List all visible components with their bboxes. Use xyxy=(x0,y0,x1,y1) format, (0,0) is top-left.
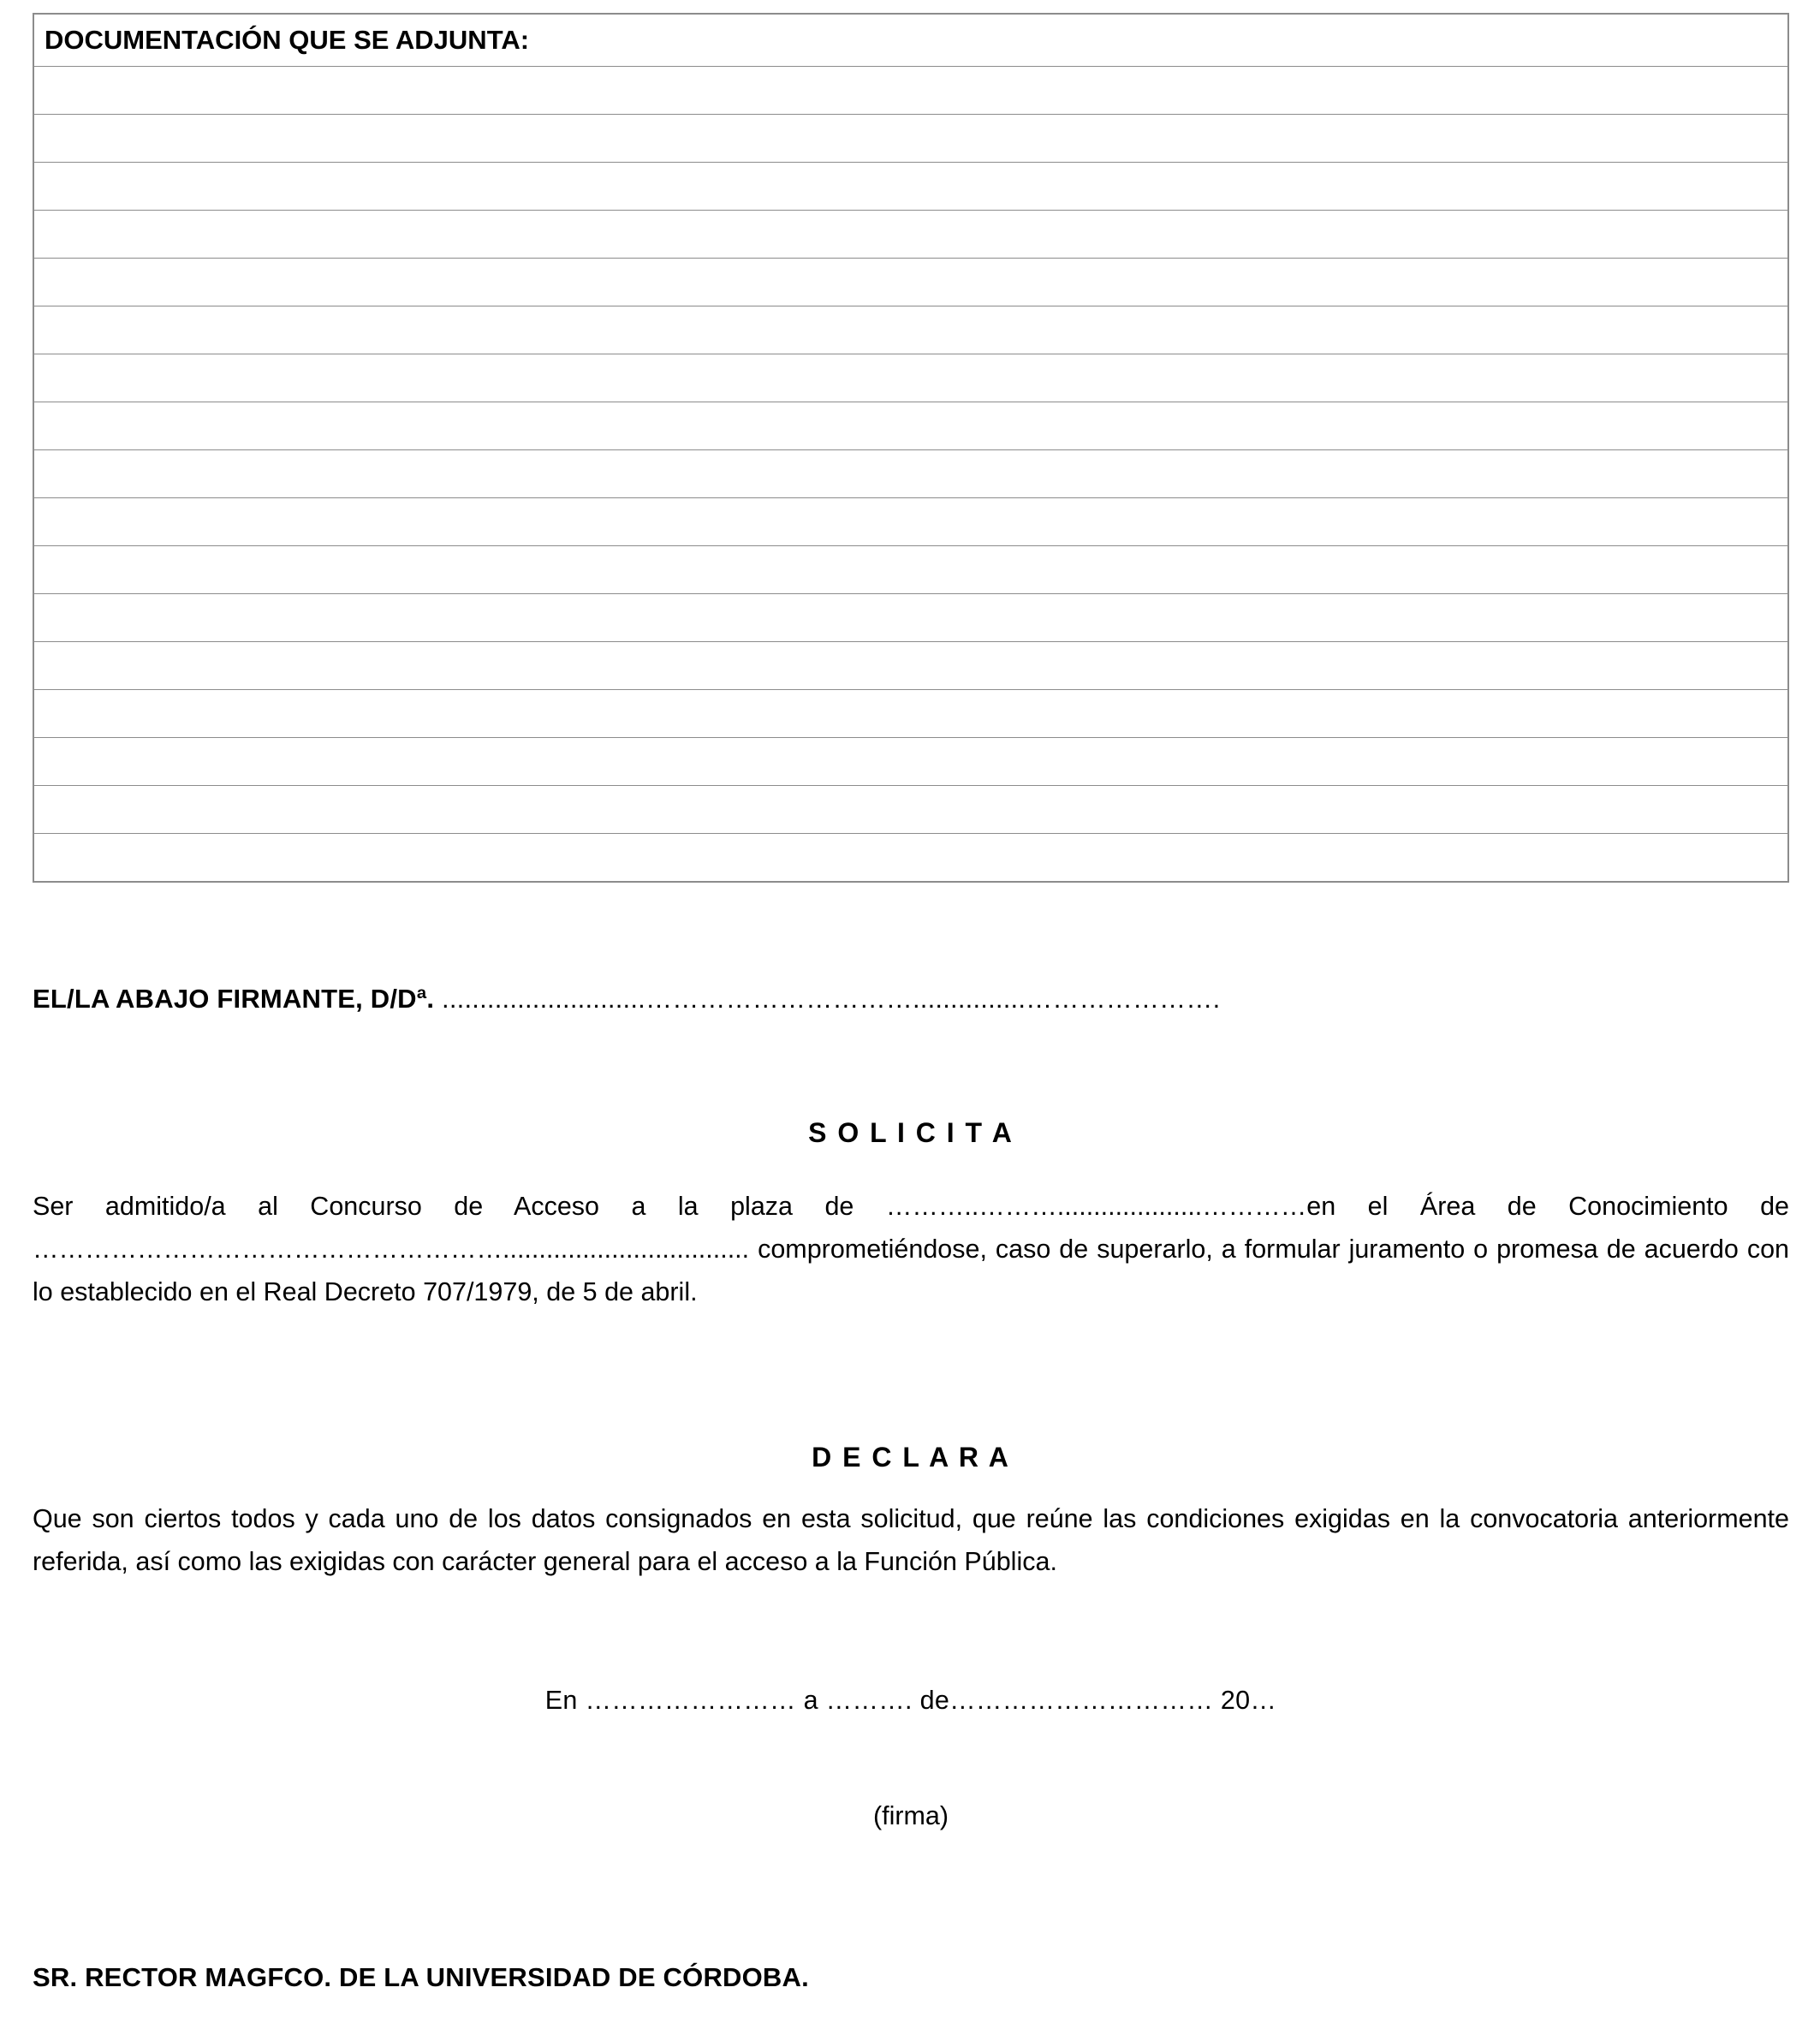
table-row xyxy=(34,162,1787,210)
declara-paragraph: Que son ciertos todos y cada uno de los datos consignados en esta solicitud, que reúne las condiciones exigidas en la convocatoria anteriormente referida, así como las exigidas con carácter general para el acceso a la Función Pública. xyxy=(33,1504,1789,1576)
signer-dotted-line: ...........................…………………………...............…………………. xyxy=(434,984,1221,1014)
table-row xyxy=(34,449,1787,497)
table-row xyxy=(34,641,1787,689)
declara-heading: D E C L A R A xyxy=(812,1442,1010,1473)
table-row xyxy=(34,689,1787,737)
signer-label: EL/LA ABAJO FIRMANTE, D/Dª. xyxy=(33,984,435,1014)
attachments-table-rows xyxy=(34,66,1787,881)
solicita-paragraph: Ser admitido/a al Concurso de Acceso a la plaza de ………..………....................…………en el Área de Conocimiento de ……………………………………………….................................. comprometiéndose, caso de superarlo, a formular juramento o promesa de acuerdo con lo establecido en el Real Decreto 707/1979, de 5 de abril. xyxy=(33,1192,1789,1306)
table-row xyxy=(34,354,1787,402)
addressee-footer: SR. RECTOR MAGFCO. DE LA UNIVERSIDAD DE CÓRDOBA. xyxy=(33,1962,809,1992)
table-row xyxy=(34,114,1787,162)
table-row xyxy=(34,833,1787,881)
table-row xyxy=(34,402,1787,449)
table-row xyxy=(34,497,1787,545)
attachments-table-header: DOCUMENTACIÓN QUE SE ADJUNTA: xyxy=(45,25,530,55)
signer-line xyxy=(33,984,1789,1015)
table-row xyxy=(34,66,1787,114)
attachments-table xyxy=(33,13,1789,883)
table-row xyxy=(34,258,1787,306)
signature-placeholder: (firma) xyxy=(872,1801,949,1830)
date-place-line: En …………………… a ………. de………………………… 20… xyxy=(544,1686,1277,1715)
solicita-heading: S O L I C I T A xyxy=(808,1117,1014,1148)
table-row xyxy=(34,545,1787,593)
table-row xyxy=(34,593,1787,641)
table-row xyxy=(34,306,1787,354)
table-row xyxy=(34,210,1787,258)
table-row xyxy=(34,785,1787,833)
table-row xyxy=(34,737,1787,785)
